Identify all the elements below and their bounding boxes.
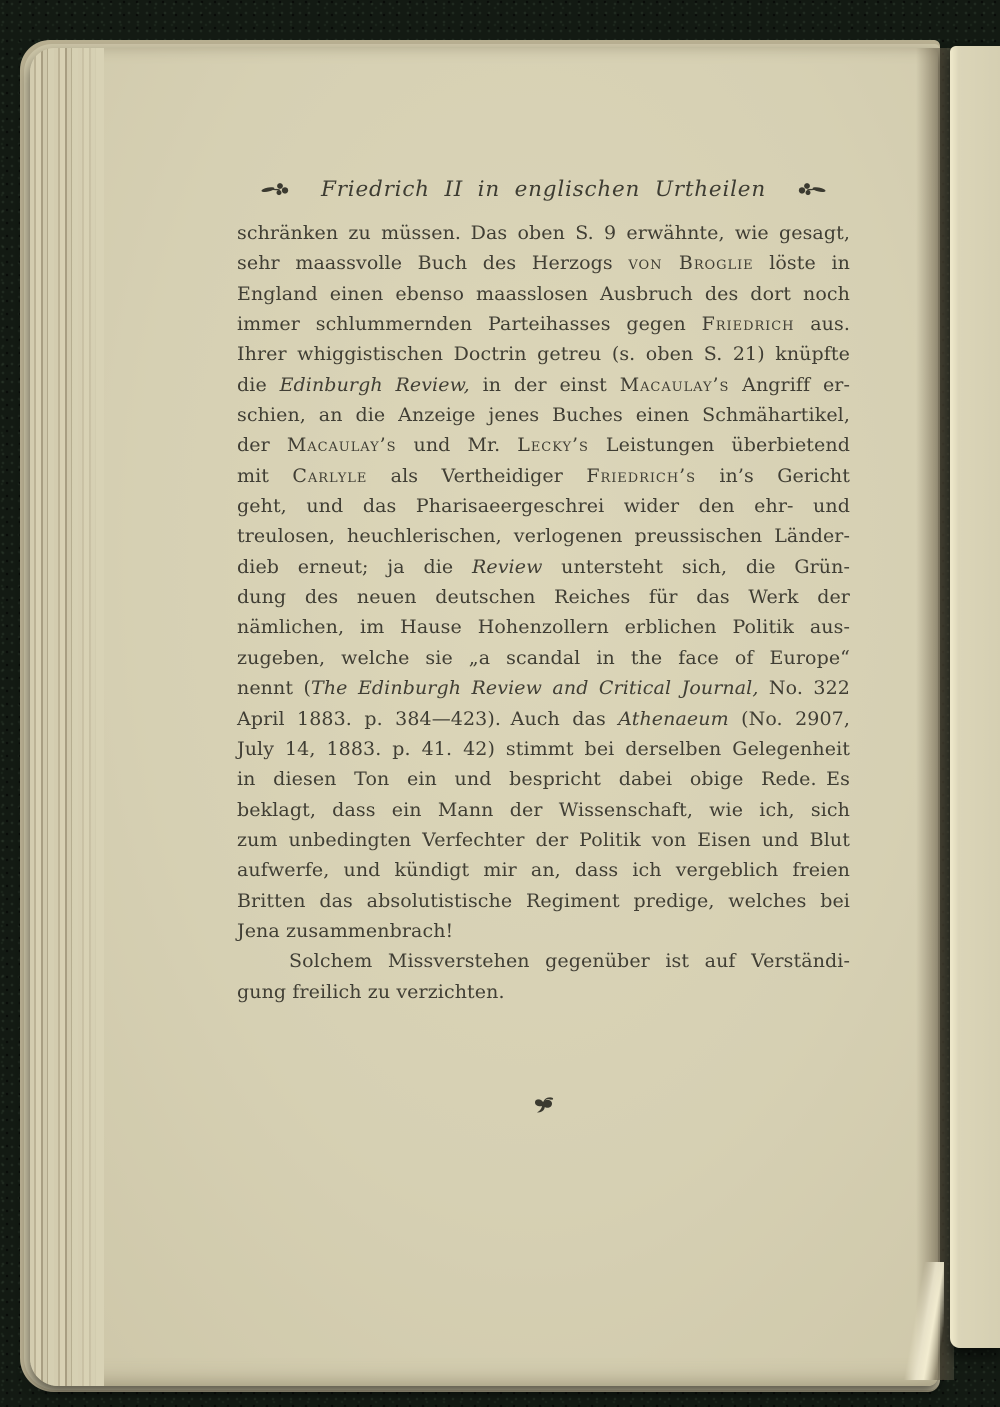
gutter-shadow	[916, 48, 954, 1380]
text-line: schien, an die Anzeige jenes Buches einen Schmähartikel,	[237, 404, 850, 427]
body-text	[237, 218, 850, 1007]
text-line: beklagt, dass ein Mann der Wissenschaft, wie ich, sich	[237, 798, 850, 821]
text-line: April 1883. p. 384—423). Auch das Athenaeum (No. 2907,	[237, 707, 850, 730]
text-line: nämlichen, im Hause Hohenzollern erblichen Politik aus-	[237, 616, 850, 639]
text-line: England einen ebenso maasslosen Ausbruch des dort noch	[237, 282, 850, 305]
text-line: sehr maassvolle Buch des Herzogs von Broglie löste in	[237, 252, 850, 275]
text-line: treulosen, heuchlerischen, verlogenen preussischen Länder-	[237, 525, 850, 548]
text-line: July 14, 1883. p. 41. 42) stimmt bei derselben Gelegenheit	[237, 737, 850, 760]
text-line: nennt (The Edinburgh Review and Critical Journal, No. 322	[237, 677, 850, 700]
text-line: Britten das absolutistische Regiment predige, welches bei	[237, 889, 850, 912]
text-line: zum unbedingten Verfechter der Politik von Eisen und Blut	[237, 828, 850, 851]
fleuron-left-icon	[261, 181, 295, 197]
text-line: immer schlummernden Parteihasses gegen Friedrich aus.	[237, 313, 850, 336]
book-page	[30, 48, 938, 1386]
text-line: dung des neuen deutschen Reiches für das Werk der	[237, 586, 850, 609]
paragraph	[237, 218, 850, 946]
text-line: schränken zu müssen. Das oben S. 9 erwähnte, wie gesagt,	[237, 222, 850, 244]
text-line: geht, und das Pharisaeergeschrei wider den ehr- und	[237, 495, 850, 518]
text-line: dieb erneut; ja die Review untersteht sich, die Grün-	[237, 555, 850, 578]
fleuron-right-icon	[792, 181, 826, 197]
facing-page-edge	[950, 46, 1000, 1348]
text-line: der Macaulay’s und Mr. Lecky’s Leistungen überbietend	[237, 434, 850, 457]
text-line: Jena zusammenbrach!	[237, 919, 454, 942]
text-line: Ihrer whiggistischen Doctrin getreu (s. oben S. 21) knüpfte	[237, 343, 850, 366]
text-line: mit Carlyle als Vertheidiger Friedrich’s in’s Gericht	[237, 464, 851, 487]
text-line: zugeben, welche sie „a scandal in the face of Europe“	[237, 646, 850, 669]
page-corner-highlight	[900, 1262, 944, 1380]
page-fore-edge	[30, 48, 104, 1386]
text-line: gung freilich zu verzichten.	[237, 980, 505, 1003]
hedera-leaf-icon	[530, 1094, 558, 1120]
text-line: in diesen Ton ein und bespricht dabei obige Rede. Es	[237, 768, 850, 791]
page-title: Friedrich II in englischen Urtheilen	[321, 176, 766, 202]
text-line: Solchem Missverstehen gegenüber ist auf Verständi-	[289, 950, 850, 973]
text-line: die Edinburgh Review, in der einst Macaulay’s Angriff er-	[237, 373, 850, 396]
paragraph	[237, 946, 850, 1007]
running-head	[237, 170, 850, 208]
text-line: aufwerfe, und kündigt mir an, dass ich vergeblich freien	[237, 859, 850, 882]
